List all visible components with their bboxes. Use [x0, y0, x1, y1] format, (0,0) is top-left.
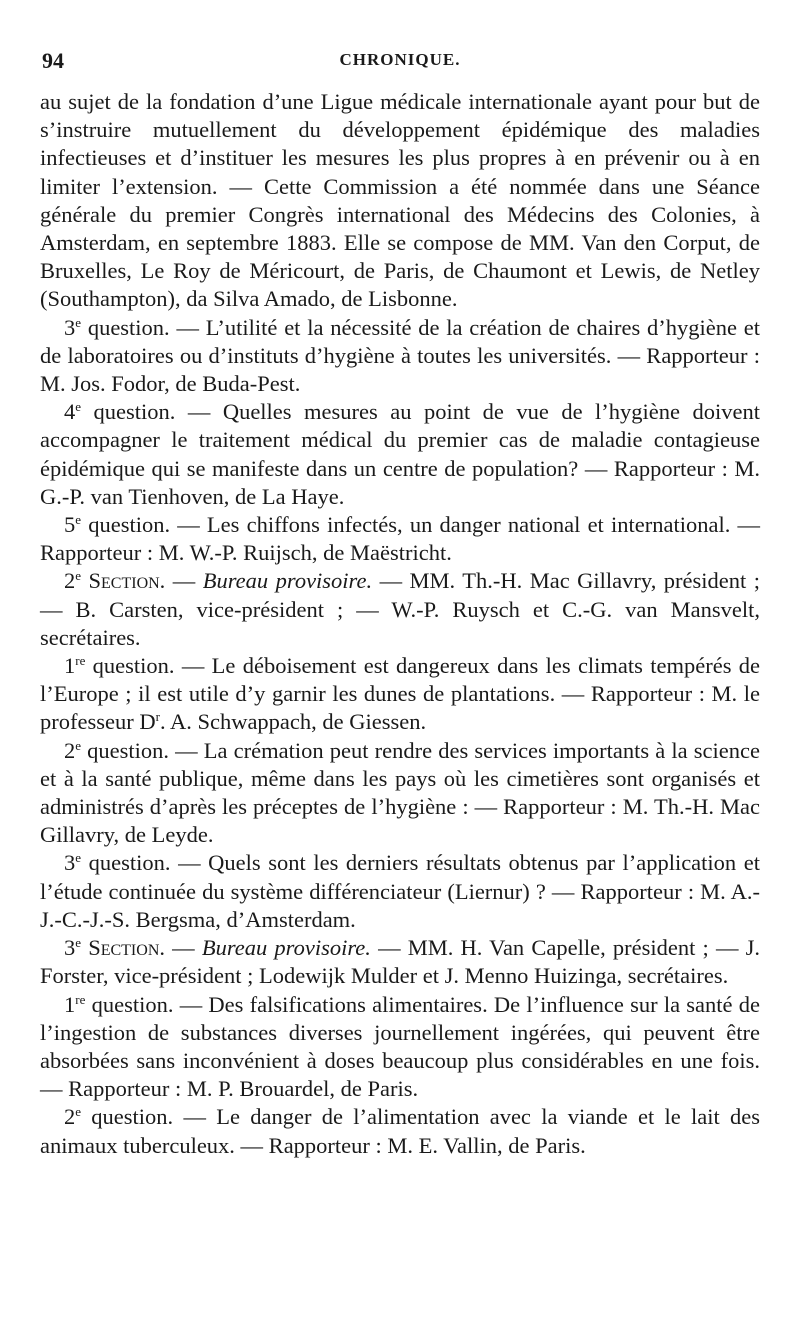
page-header: [42, 48, 758, 82]
section-bureau: Bureau provisoire.: [201, 935, 371, 961]
paragraph-question: 1re question. — Le déboisement est dangereux dans les climats tempérés de l’Europe ; il est utile d’y garnir les dunes de plantations. — Rapporteur : M. le professeur $D^r$. A. Schwappach, de Giessen.: [40, 653, 760, 735]
paragraph-section: 2e Section. — Bureau provisoire. — MM. Th.-H. Mac Gillavry, président ; — B. Carsten, vice-président ; — W.-P. Ruysch et C.-G. van Mansvelt, secrétaires.: [40, 568, 760, 650]
section-heading: Section.: [81, 568, 166, 594]
paragraph-question: 3e question. — L’utilité et la nécessité de la création de chaires d’hygiène et de laboratoires ou d’instituts d’hygiène à toutes les universités. — Rapporteur : M. Jos. Fodor, de Buda-Pest.: [40, 314, 760, 397]
paragraph-section: 3e Section. — Bureau provisoire. — MM. H. Van Capelle, président ; — J. Forster, vice-président ; Lodewijk Mulder et J. Menno Huizinga, secrétaires.: [40, 935, 760, 989]
paragraph-question: 2e question. — La crémation peut rendre des services importants à la science et à la santé publique, même dans les pays où les cimetières sont organisés et administrés d’après les préceptes de l’hygiène : — Rapporteur : M. Th.-H. Mac Gillavry, de Leyde.: [40, 737, 760, 848]
paragraph-question: 4e question. — Quelles mesures au point de vue de l’hygiène doivent accompagner le traitement médical du premier cas de maladie contagieuse épidémique qui se manifeste dans un centre de population? — Rapporteur : M. G.-P. van Tienhoven, de La Haye.: [40, 399, 760, 509]
paragraph-continuation: au sujet de la fondation d’une Ligue médicale internationale ayant pour but de s’instruire mutuellement du développement épidémique des maladies infectieuses et d’instituer les mesures les plus propres à en prévenir ou à en limiter l’extension. — Cette Commission a été nommée dans une Séance générale du premier Congrès international des Médecins des Colonies, à Amsterdam, en septembre 1883. Elle se compose de MM. Van den Corput, de Bruxelles, Le Roy de Méricourt, de Paris, de Chaumont et Lewis, de Netley (Southampton), da Silva Amado, de Lisbonne.: [40, 89, 760, 312]
paragraph-question: 2e question. — Le danger de l’alimentation avec la viande et le lait des animaux tuberculeux. — Rapporteur : M. E. Vallin, de Paris.: [40, 1104, 760, 1158]
paragraph-question: 1re question. — Des falsifications alimentaires. De l’influence sur la santé de l’ingestion de substances diverses journellement ingérées, qui peuvent être absorbées sans inconvénient à doses beaucoup plus considérables en une fois. — Rapporteur : M. P. Brouardel, de Paris.: [40, 991, 760, 1102]
body-text: [40, 88, 760, 1160]
paragraph-question: 5e question. — Les chiffons infectés, un danger national et international. — Rapporteur : M. W.-P. Ruijsch, de Maëstricht.: [40, 512, 760, 566]
running-title: CHRONIQUE.: [339, 50, 461, 69]
paragraph-question: 3e question. — Quels sont les derniers résultats obtenus par l’application et l’étude continuée du système différenciateur (Liernur) ? — Rapporteur : M. A.-J.-C.-J.-S. Bergsma, d’Amsterdam.: [40, 850, 760, 932]
page-number: 94: [42, 48, 64, 73]
section-bureau: Bureau provisoire.: [202, 568, 373, 594]
section-heading: Section.: [81, 935, 165, 961]
